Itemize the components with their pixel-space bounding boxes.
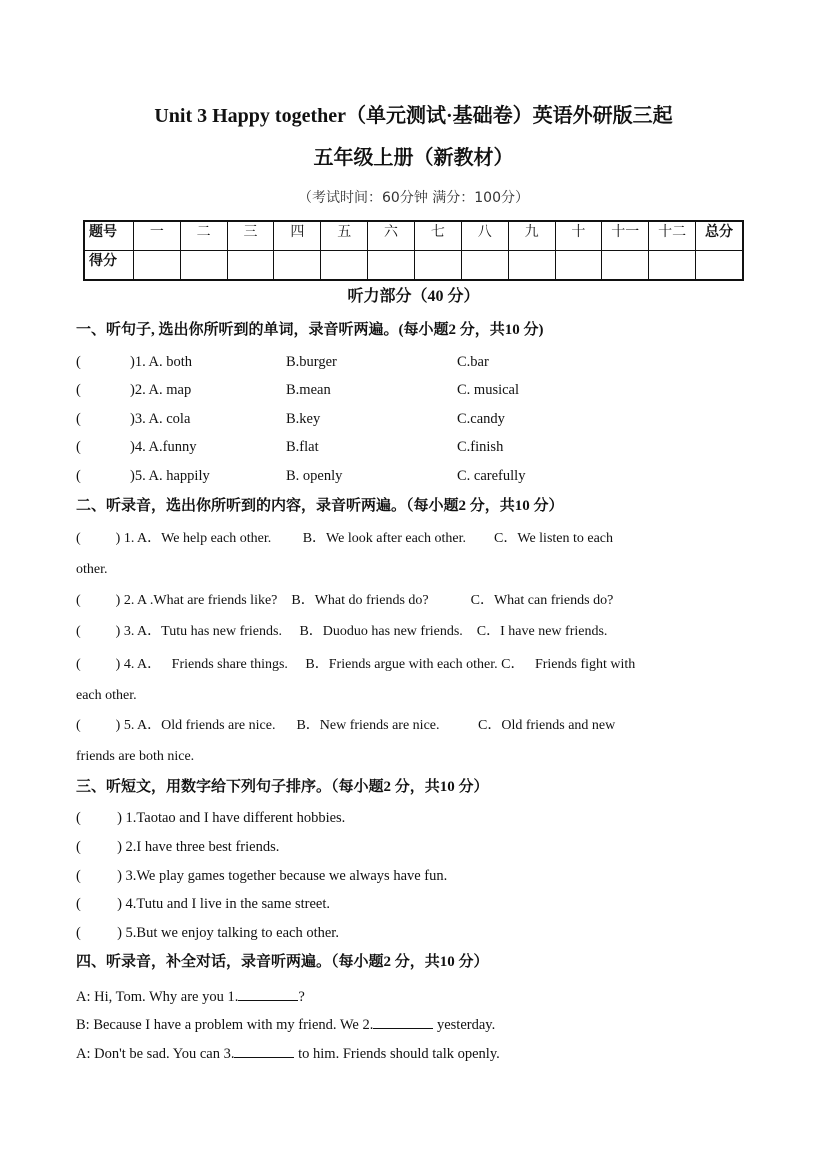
question-option-c: C. musical: [457, 382, 520, 398]
score-cell[interactable]: [414, 251, 461, 281]
score-cell[interactable]: [180, 251, 227, 281]
question-option-c: C.bar: [457, 354, 489, 370]
question-option-c: C.candy: [457, 411, 505, 427]
score-cell[interactable]: [321, 251, 368, 281]
score-cell[interactable]: [227, 251, 274, 281]
question-paren: (: [76, 468, 81, 484]
question-paren: (: [76, 382, 81, 398]
answer-blank[interactable]: [238, 986, 298, 1001]
question-line: ( ) 2. A .What are friends like? B．What do friends do? C．What can friends do?: [76, 593, 614, 608]
question-option-a: )3. A. cola: [130, 411, 191, 427]
dialog-text: B: Because I have a problem with my friend. We 2.: [76, 1017, 374, 1033]
score-cell[interactable]: [696, 251, 743, 281]
question-option-c: C. carefully: [457, 468, 526, 484]
score-cell[interactable]: [555, 251, 602, 281]
section-4-heading: 四、听录音，补全对话，录音听两遍。（每小题2 分，共10 分）: [76, 954, 489, 970]
dialog-line: [76, 986, 305, 1006]
column-header: 一: [133, 221, 180, 251]
section-3-heading: 三、听短文，用数字给下列句子排序。（每小题2 分，共10 分）: [76, 779, 489, 795]
question-line: each other.: [76, 688, 137, 703]
column-header: 十: [555, 221, 602, 251]
dialog-line: [76, 1014, 495, 1034]
score-table: [83, 220, 744, 281]
row-label-score: 得分: [84, 251, 133, 281]
score-cell[interactable]: [649, 251, 696, 281]
score-cell[interactable]: [368, 251, 415, 281]
question-line: ( ) 4. A． Friends share things. B．Friends argue with each other. C． Friends fight with: [76, 657, 636, 672]
dialog-text: A: Hi, Tom. Why are you 1.: [76, 989, 239, 1005]
section-2-heading: 二、听录音，选出你所听到的内容，录音听两遍。（每小题2 分，共10 分）: [76, 498, 564, 514]
question-option-b: B.key: [286, 411, 321, 427]
row-label-number: 题号: [84, 221, 133, 251]
question-paren: (: [76, 439, 81, 455]
question-option-a: )2. A. map: [130, 382, 192, 398]
column-header: 总分: [696, 221, 743, 251]
question-option-a: )1. A. both: [130, 354, 193, 370]
ordering-item: ( ) 3.We play games together because we always have fun.: [76, 868, 448, 884]
question-line: other.: [76, 562, 108, 577]
dialog-line: [76, 1043, 500, 1063]
part-heading: 听力部分（40 分）: [347, 288, 480, 305]
question-option-b: B.burger: [286, 354, 337, 370]
question-option-a: )5. A. happily: [130, 468, 210, 484]
question-paren: (: [76, 411, 81, 427]
column-header: 二: [180, 221, 227, 251]
score-cell[interactable]: [508, 251, 555, 281]
column-header: 六: [368, 221, 415, 251]
ordering-item: ( ) 5.But we enjoy talking to each other.: [76, 925, 339, 941]
dialog-text: ?: [298, 989, 305, 1005]
question-line: friends are both nice.: [76, 749, 195, 764]
column-header: 九: [508, 221, 555, 251]
ordering-item: ( ) 4.Tutu and I live in the same street.: [76, 896, 330, 912]
question-line: ( ) 1. A．We help each other. B．We look after each other. C．We listen to each: [76, 531, 614, 546]
dialog-text: to him. Friends should talk openly.: [294, 1046, 500, 1062]
question-line: ( ) 3. A．Tutu has new friends. B．Duoduo has new friends. C．I have new friends.: [76, 624, 608, 639]
column-header: 十二: [649, 221, 696, 251]
ordering-item: ( ) 1.Taotao and I have different hobbies.: [76, 810, 346, 826]
dialog-text: A: Don't be sad. You can 3.: [76, 1046, 235, 1062]
question-option-b: B.mean: [286, 382, 331, 398]
answer-blank[interactable]: [373, 1014, 433, 1029]
score-cell[interactable]: [133, 251, 180, 281]
column-header: 五: [321, 221, 368, 251]
column-header: 八: [461, 221, 508, 251]
question-option-b: B.flat: [286, 439, 319, 455]
score-cell[interactable]: [602, 251, 649, 281]
column-header: 七: [414, 221, 461, 251]
question-option-c: C.finish: [457, 439, 504, 455]
score-cell[interactable]: [274, 251, 321, 281]
column-header: 十一: [602, 221, 649, 251]
column-header: 四: [274, 221, 321, 251]
exam-info: （考试时间：60分钟 满分：100分）: [298, 190, 529, 206]
question-paren: (: [76, 354, 81, 370]
title-line-1: Unit 3 Happy together（单元测试·基础卷）英语外研版三起: [154, 105, 673, 127]
question-option-b: B. openly: [286, 468, 343, 484]
answer-blank[interactable]: [234, 1043, 294, 1058]
title-line-2: 五年级上册（新教材）: [313, 147, 514, 169]
question-line: ( ) 5. A．Old friends are nice. B．New friends are nice. C．Old friends and new: [76, 718, 616, 733]
question-option-a: )4. A.funny: [130, 439, 197, 455]
section-1-heading: 一、听句子, 选出你所听到的单词，录音听两遍。(每小题2 分，共10 分): [76, 322, 544, 338]
ordering-item: ( ) 2.I have three best friends.: [76, 839, 280, 855]
score-cell[interactable]: [461, 251, 508, 281]
column-header: 三: [227, 221, 274, 251]
dialog-text: yesterday.: [433, 1017, 496, 1033]
